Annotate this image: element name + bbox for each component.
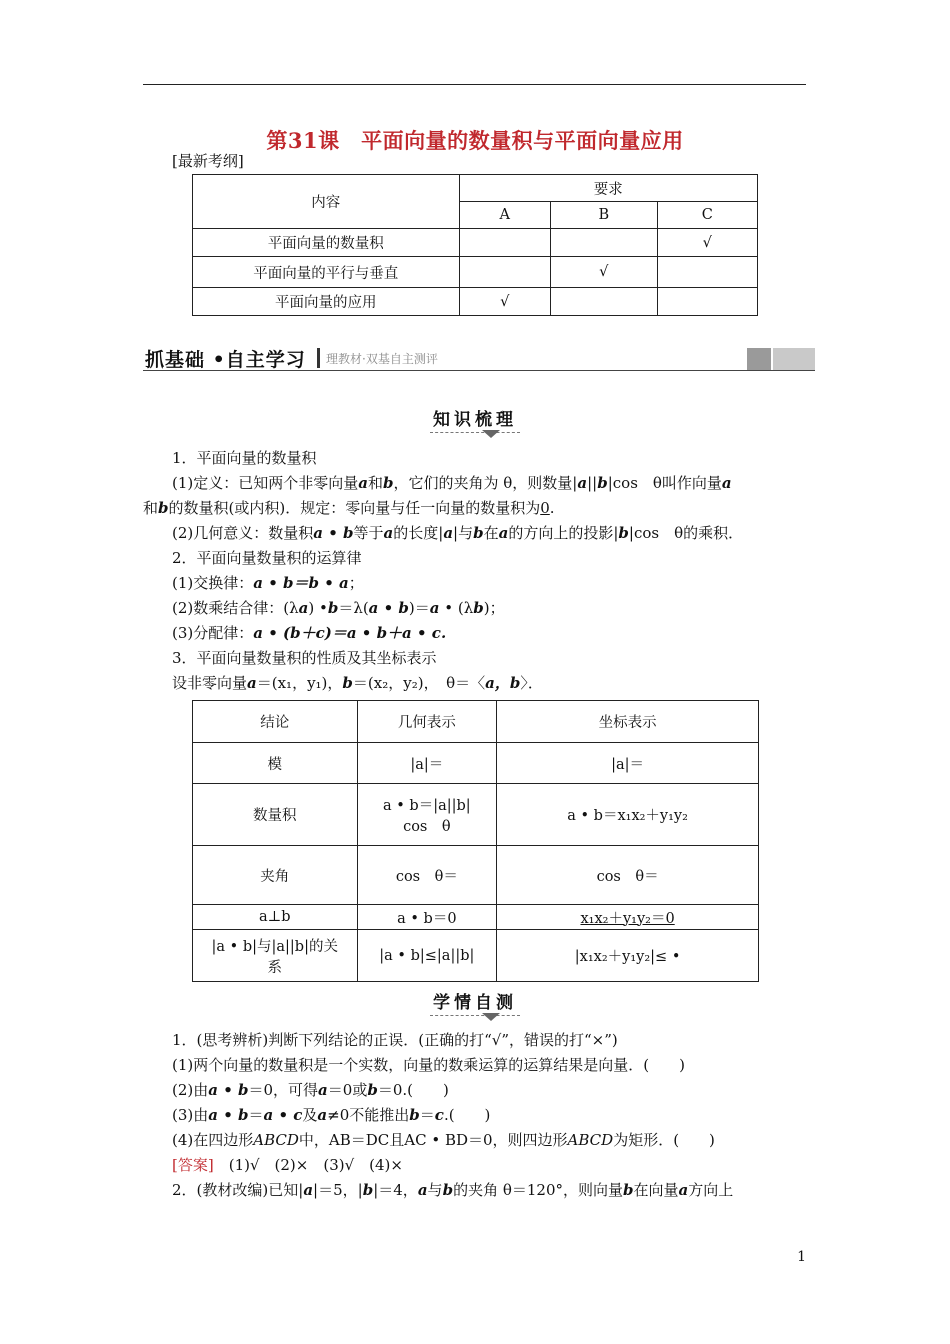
section-separator: [317, 348, 320, 368]
question-2: 2．(教材改编)已知|a|＝5，|b|＝4，a与b的夹角 θ＝120°，则向量b在向量a方向上: [172, 1181, 734, 1199]
section-decor: [773, 348, 815, 370]
section-title: 抓基础 •自主学习: [145, 349, 306, 371]
para-definition-cont: 和b的数量积(或内积)．规定：零向量与任一向量的数量积为0.: [143, 499, 555, 517]
item-4: (4)在四边形ABCD中，AB＝DC且AC • BD＝0，则四边形ABCD为矩形．( ): [172, 1131, 715, 1149]
item-2: (2)由a • b＝0，可得a＝0或b＝0.( ): [172, 1081, 449, 1099]
section-header: [143, 345, 815, 371]
col-requirement: 要求: [459, 175, 757, 202]
col-content: 内容: [193, 175, 460, 229]
setup-line: 设非零向量a＝(x₁，y₁)，b＝(x₂，y₂)， θ＝〈a，b〉．: [172, 674, 543, 692]
section-rule: [143, 370, 815, 371]
self-test-heading: 学情自测: [0, 988, 950, 1013]
level-a: A: [459, 202, 551, 229]
table-row: 平面向量的应用 √: [193, 288, 758, 316]
kaogang-label: [最新考纲]: [172, 152, 244, 170]
triangle-down-icon: [482, 1013, 500, 1021]
table-row: a⊥b a • b＝0 x₁x₂＋y₁y₂＝0: [193, 905, 759, 930]
table-row: 平面向量的数量积 √: [193, 229, 758, 257]
para-definition: (1)定义：已知两个非零向量a和b，它们的夹角为 θ，则数量|a||b|cos θ叫作向量a: [172, 474, 732, 492]
para-geometry: (2)几何意义：数量积a • b等于a的长度|a|与b在a的方向上的投影|b|cos θ的乘积．: [172, 524, 744, 542]
item-3: (3)由a • b＝a • c及a≠0不能推出b＝c.( ): [172, 1106, 491, 1124]
requirements-table: [192, 174, 758, 316]
triangle-down-icon: [482, 430, 500, 438]
level-b: B: [551, 202, 657, 229]
properties-table: 结论 几何表示 坐标表示 模 |a|＝ |a|＝ 数量积 a • b＝|a||b| cos θ a • b＝x₁x₂＋y₁y₂ 夹角 cos θ＝ cos θ＝ a⊥b a • b＝0 x₁x₂＋y₁y₂＝0 |a • b|与|a||b|的关系 |a • b|≤|a||b| |x₁x₂＋y₁y₂|≤ •: [192, 700, 759, 982]
knowledge-heading: 知识梳理: [0, 405, 950, 430]
answer-label: [答案]: [172, 1156, 214, 1174]
table-row: 平面向量的平行与垂直 √: [193, 257, 758, 288]
section-decor: [747, 348, 771, 370]
answer-line: [答案] (1)√ (2)× (3)√ (4)×: [172, 1156, 403, 1174]
heading-3: 3．平面向量数量积的性质及其坐标表示: [172, 649, 437, 667]
law-distributive: (3)分配律：a • (b＋c)＝a • b＋a • c.: [172, 624, 447, 642]
section-subtitle: 理教材·双基自主测评: [326, 352, 438, 366]
law-associative: (2)数乘结合律：(λa) •b＝λ(a • b)＝a • (λb)；: [172, 599, 505, 617]
question-1: 1．(思考辨析)判断下列结论的正误．(正确的打“√”，错误的打“×”): [172, 1031, 618, 1049]
heading-1: 1．平面向量的数量积: [172, 449, 317, 467]
table-row: 模 |a|＝ |a|＝: [193, 743, 759, 784]
table-row: |a • b|与|a||b|的关系 |a • b|≤|a||b| |x₁x₂＋y₁y₂|≤ •: [193, 930, 759, 982]
law-commutative: (1)交换律：a • b＝b • a；: [172, 574, 364, 592]
header-rule: [143, 84, 806, 85]
page-number: 1: [797, 1249, 806, 1265]
table-row: 数量积 a • b＝|a||b| cos θ a • b＝x₁x₂＋y₁y₂: [193, 784, 759, 846]
page-title: 第31课 平面向量的数量积与平面向量应用: [266, 128, 684, 153]
table-row: 夹角 cos θ＝ cos θ＝: [193, 846, 759, 905]
level-c: C: [657, 202, 758, 229]
heading-2: 2．平面向量数量积的运算律: [172, 549, 362, 567]
item-1: (1)两个向量的数量积是一个实数，向量的数乘运算的运算结果是向量．( ): [172, 1056, 685, 1074]
